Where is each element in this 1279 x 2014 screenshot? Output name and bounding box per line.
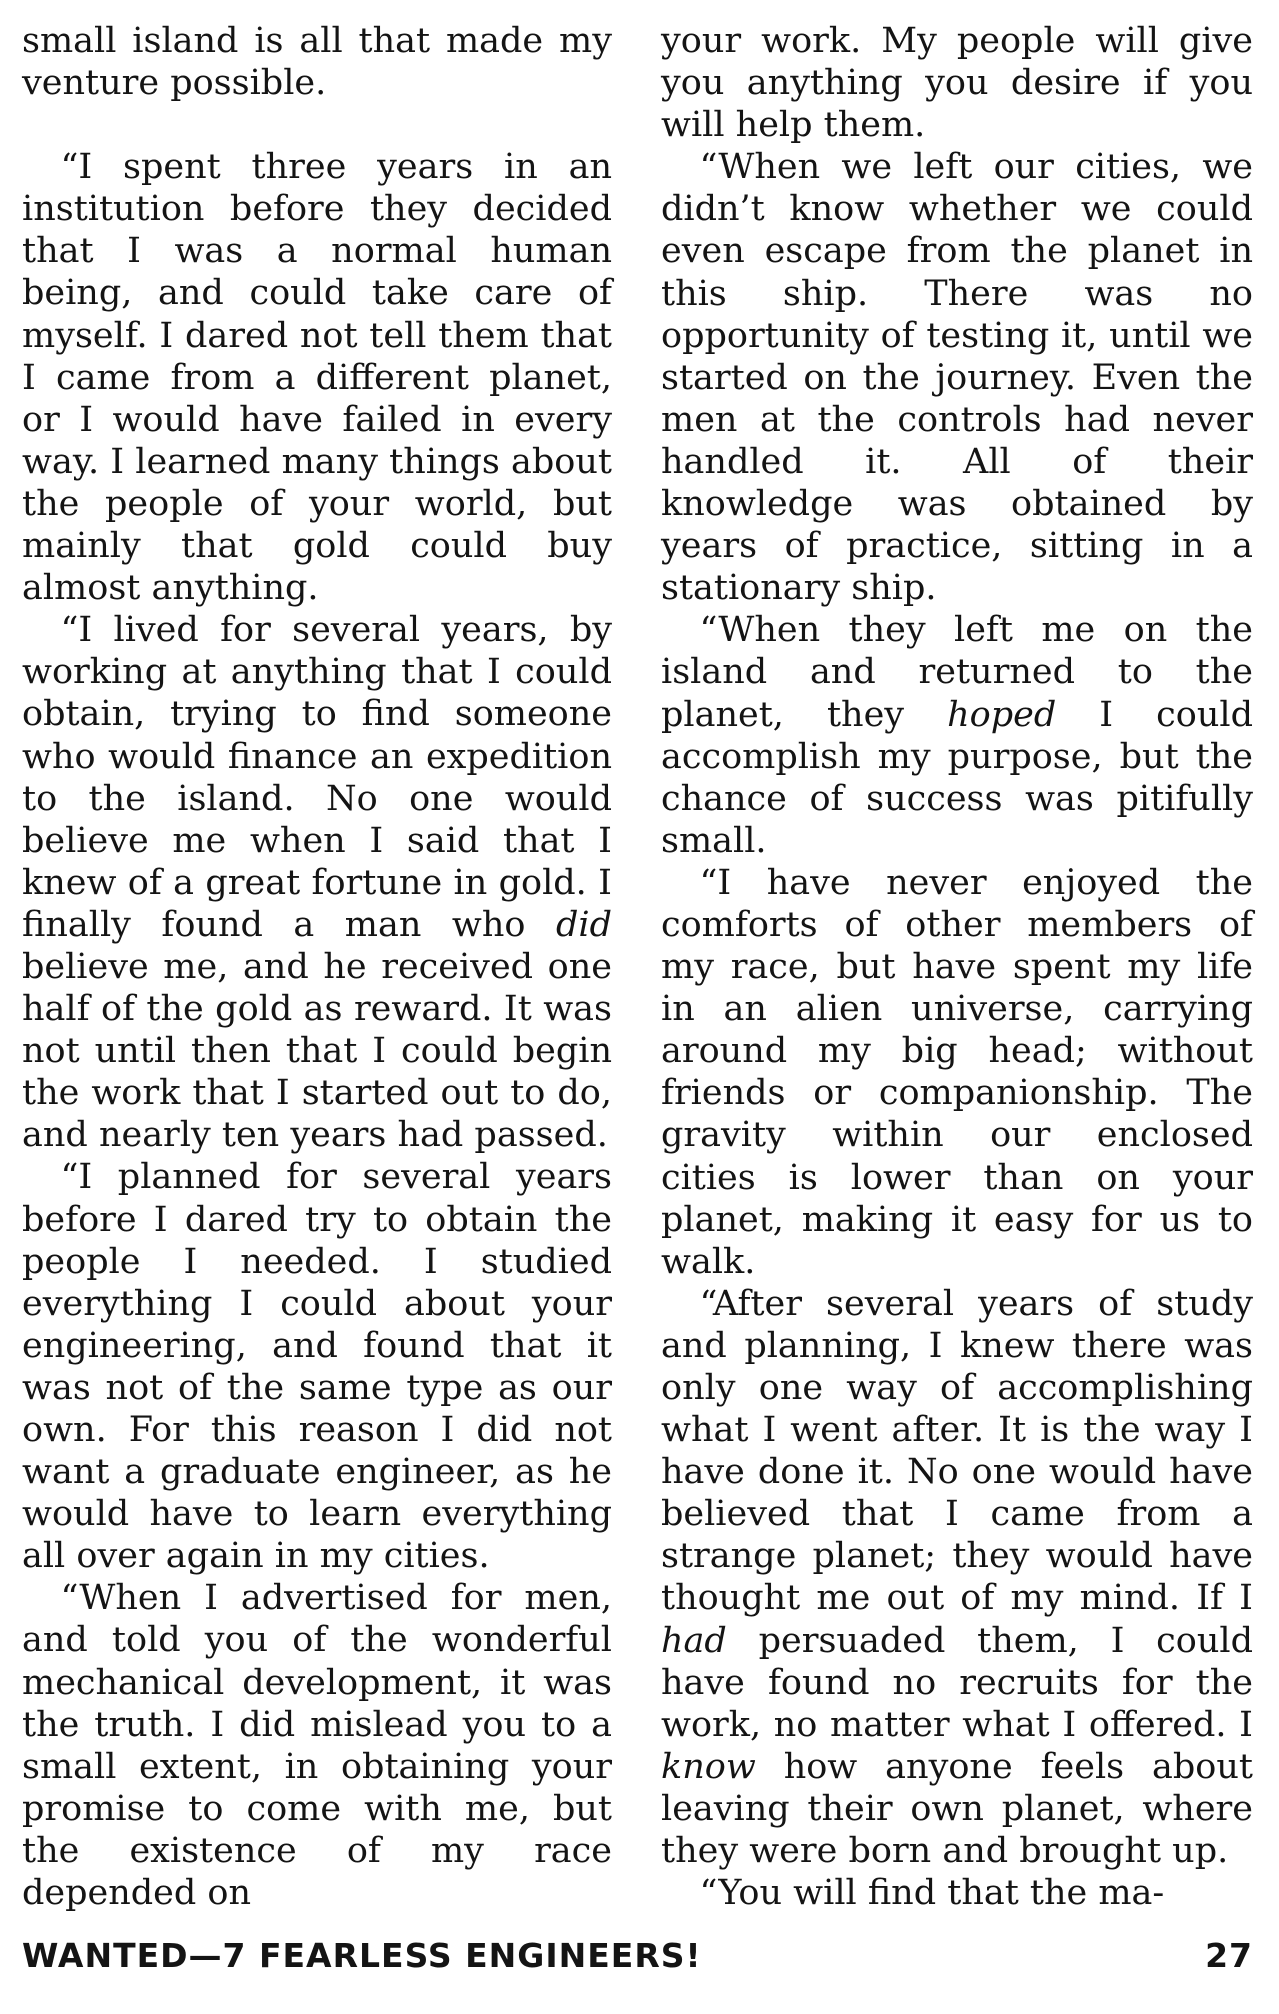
paragraph: your work. My people will give you anything you desire if you will help them. [661,21,1253,146]
paragraph [661,1283,1253,1872]
paragraph-text: persuaded them, I could have found no recruits for the work, no matter what I offered. I [661,1620,1253,1745]
left-column [22,20,612,1914]
emphasized-word: hoped [947,694,1057,735]
paragraph: “I spent three years in an institution before they decided that I was a normal human being, and could take care of myself. I dared not tell them that I came from a different planet, or I would have failed in every way. I learned many things about the people of your world, but mainly that gold could buy almost anything. [22,147,612,609]
running-title: WANTED—7 FEARLESS ENGINEERS! [22,1936,702,1975]
paragraph-text: “When they left me on the island and returned to the planet, they [661,610,1253,735]
paragraph: “I have never enjoyed the comforts of other members of my race, but have spent my life in an alien universe, carrying around my big head; without friends or companionship. The gravity within our enclosed cities is lower than on your planet, making it easy for us to walk. [661,862,1253,1282]
paragraph-text: believe me, and he received one half of the gold as reward. It was not until then that I could begin the work that I started out to do, and nearly ten years had passed. [22,946,612,1156]
emphasized-word: had [661,1620,727,1661]
paragraph: “When we left our cities, we didn’t know whether we could even escape from the planet in this ship. There was no opportunity of testing it, until we started on the journey. Even the men at the controls had never handled it. All of their knowledge was obtained by years of practice, sitting in a stationary ship. [661,147,1253,609]
paragraph: “When I advertised for men, and told you of the wonderful mechanical development, it was the truth. I did mislead you to a small extent, in obtaining your promise to come with me, but the existence of my race depended on [22,1578,612,1914]
paragraph: “I planned for several years before I dared try to obtain the people I needed. I studied everything I could about your engineering, and found that it was not of the same type as our own. For this reason I did not want a graduate engineer, as he would have to learn everything all over again in my cities. [22,1157,612,1577]
paragraph-text: “After several years of study and planning, I knew there was only one way of accomplishing what I went after. It is the way I have done it. No one would have believed that I came from a strange planet; they would have thought me out of my mind. If I [661,1283,1253,1619]
page-number: 27 [1205,1936,1253,1975]
paragraph-text: how anyone feels about leaving their own planet, where they were born and brought up. [661,1746,1253,1872]
page-footer [22,1936,1253,1986]
paragraph: small island is all that made my venture possible. [22,21,612,104]
paragraph [661,609,1253,862]
paragraph [22,609,612,1156]
paragraph-text: “I lived for several years, by working at anything that I could obtain, trying to find someone who would finance an expedition to the island. No one would believe me when I said that I knew of a great fortune in gold. I finally found a man who [22,610,612,945]
emphasized-word: did [555,904,612,945]
right-column [661,20,1253,1914]
paragraph-text: I could accomplish my purpose, but the chance of success was pitifully small. [661,694,1253,861]
emphasized-word: know [661,1746,756,1787]
paragraph: “You will find that the ma- [699,1873,1165,1914]
